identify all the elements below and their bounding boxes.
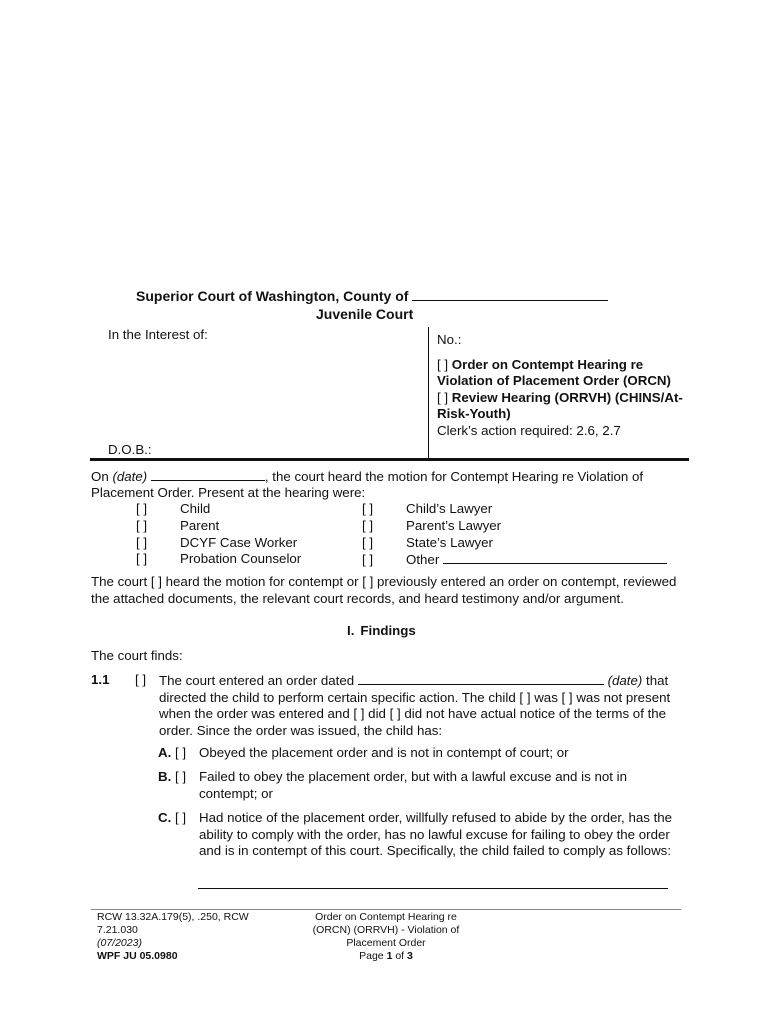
intro-after-date: , the court heard the motion for Contempt Hearing re Violation of bbox=[264, 469, 644, 484]
attendee-checkbox[interactable]: [ ] bbox=[136, 517, 148, 533]
option-checkbox[interactable]: [ ] bbox=[175, 810, 187, 825]
option-c bbox=[158, 810, 688, 859]
option-text: Failed to obey the placement order, but with a lawful excuse and is not in contempt; or bbox=[199, 769, 627, 801]
caption-right-column bbox=[437, 332, 687, 440]
findings-title: Findings bbox=[360, 623, 416, 638]
other-attendee-blank[interactable] bbox=[443, 551, 667, 564]
footer-rcw-1: RCW 13.32A.179(5), .250, RCW bbox=[97, 911, 249, 923]
attendee-checkbox[interactable]: [ ] bbox=[136, 551, 148, 567]
footer-title-1: Order on Contempt Hearing re bbox=[315, 911, 457, 923]
attendee-row bbox=[136, 535, 301, 552]
attendees-left bbox=[136, 501, 301, 568]
case-number-label: No.: bbox=[437, 332, 462, 347]
of-word: of bbox=[395, 950, 405, 962]
attendee-row bbox=[136, 551, 301, 568]
attendee-label: State’s Lawyer bbox=[406, 534, 493, 550]
attendee-checkbox[interactable]: [ ] bbox=[362, 517, 374, 533]
attendee-checkbox[interactable]: [ ] bbox=[136, 501, 148, 516]
court-title-text: Superior Court of Washington, County of bbox=[136, 288, 409, 304]
page-number: 1 bbox=[386, 950, 393, 962]
intro-line bbox=[91, 468, 691, 486]
section-1-1-text bbox=[159, 672, 687, 739]
explanation-blank-line[interactable] bbox=[198, 888, 668, 889]
attendee-checkbox[interactable]: [ ] bbox=[362, 534, 374, 550]
intro-line-2: Placement Order. Present at the hearing were: bbox=[91, 485, 366, 500]
footer-center bbox=[300, 911, 472, 963]
option-text: Obeyed the placement order and is not in contempt of court; or bbox=[199, 745, 569, 760]
footer-title-2: (ORCN) (ORRVH) - Violation of bbox=[312, 924, 460, 936]
attendee-row bbox=[136, 501, 301, 518]
footer-rcw-2: 7.21.030 bbox=[97, 924, 138, 936]
footer-form-id: WPF JU 05.0980 bbox=[97, 950, 178, 962]
section-text-b: that directed the child to perform certain specific action. The child [ ] was [ ] was not present when the order was entered and [ ] did [ ] did not have actual notice of the terms of the order. Since the order was issued, the child has: bbox=[159, 673, 671, 738]
footer-rule bbox=[91, 909, 681, 910]
attendee-row bbox=[362, 518, 667, 535]
review-option bbox=[437, 390, 687, 423]
attendees-right bbox=[362, 501, 667, 569]
attendee-label: DCYF Case Worker bbox=[180, 534, 298, 550]
option-checkbox[interactable]: [ ] bbox=[175, 769, 187, 784]
caption-divider-horizontal bbox=[90, 458, 689, 461]
option-label: A. bbox=[158, 745, 172, 760]
attendee-label: Other bbox=[406, 552, 440, 568]
clerk-action: Clerk’s action required: 2.6, 2.7 bbox=[437, 422, 621, 438]
option-label: B. bbox=[158, 769, 172, 784]
attendee-checkbox[interactable]: [ ] bbox=[362, 552, 374, 568]
hearing-date-blank[interactable] bbox=[151, 468, 265, 481]
intro-date-word: (date) bbox=[112, 469, 148, 484]
attendee-label: Child bbox=[180, 501, 211, 516]
dob-label: D.O.B.: bbox=[108, 442, 152, 457]
attendee-label: Probation Counselor bbox=[180, 551, 302, 567]
page-word: Page bbox=[359, 950, 384, 962]
attendee-row bbox=[362, 551, 667, 569]
court-finds-label: The court finds: bbox=[91, 648, 183, 663]
section-text-a: The court entered an order dated bbox=[159, 673, 355, 688]
attendee-checkbox[interactable]: [ ] bbox=[136, 534, 148, 550]
order-title: Order on Contempt Hearing re Violation of Placement Order (ORCN) bbox=[437, 356, 671, 389]
county-blank[interactable] bbox=[412, 288, 608, 301]
intro-on: On bbox=[91, 469, 109, 484]
option-checkbox[interactable]: [ ] bbox=[175, 745, 187, 760]
review-title: Review Hearing (ORRVH) (CHINS/At-Risk-Youth) bbox=[437, 389, 683, 422]
order-option bbox=[437, 357, 687, 390]
option-b bbox=[158, 769, 688, 801]
attendee-row bbox=[362, 535, 667, 552]
in-interest-label: In the Interest of: bbox=[108, 327, 208, 342]
footer-date: (07/2023) bbox=[97, 937, 142, 949]
court-subtitle: Juvenile Court bbox=[316, 306, 414, 322]
court-paragraph: The court [ ] heard the motion for contempt or [ ] previously entered an order on contempt, reviewed the attached documents, the relevant court records, and heard testimony and/or argument. bbox=[91, 574, 677, 606]
attendee-label: Parent bbox=[180, 517, 220, 533]
attendee-label: Child’s Lawyer bbox=[406, 501, 493, 516]
footer-left bbox=[97, 911, 249, 963]
court-title bbox=[136, 288, 608, 304]
order-date-blank[interactable] bbox=[358, 672, 604, 685]
review-checkbox[interactable]: [ ] bbox=[437, 389, 449, 405]
section-number: 1.1 bbox=[91, 672, 110, 687]
order-checkbox[interactable]: [ ] bbox=[437, 356, 449, 372]
option-label: C. bbox=[158, 810, 172, 825]
attendee-row bbox=[136, 518, 301, 535]
caption-divider-vertical bbox=[428, 327, 429, 458]
attendee-label: Parent’s Lawyer bbox=[406, 517, 502, 533]
footer-page bbox=[300, 950, 472, 963]
attendee-checkbox[interactable]: [ ] bbox=[362, 501, 374, 516]
section-checkbox[interactable]: [ ] bbox=[135, 672, 147, 687]
option-text: Had notice of the placement order, willfully refused to abide by the order, has the ability to comply with the order, has no lawful excuse for failing to obey the order and is in contempt of this court. Specifically, the child failed to comply as follows: bbox=[199, 810, 673, 859]
attendee-row bbox=[362, 501, 667, 518]
option-a bbox=[158, 745, 688, 762]
section-date-word: (date) bbox=[607, 673, 643, 688]
page-total: 3 bbox=[407, 950, 413, 962]
findings-number: I. bbox=[347, 623, 355, 638]
footer-title-3: Placement Order bbox=[346, 937, 426, 949]
findings-heading bbox=[347, 623, 416, 638]
